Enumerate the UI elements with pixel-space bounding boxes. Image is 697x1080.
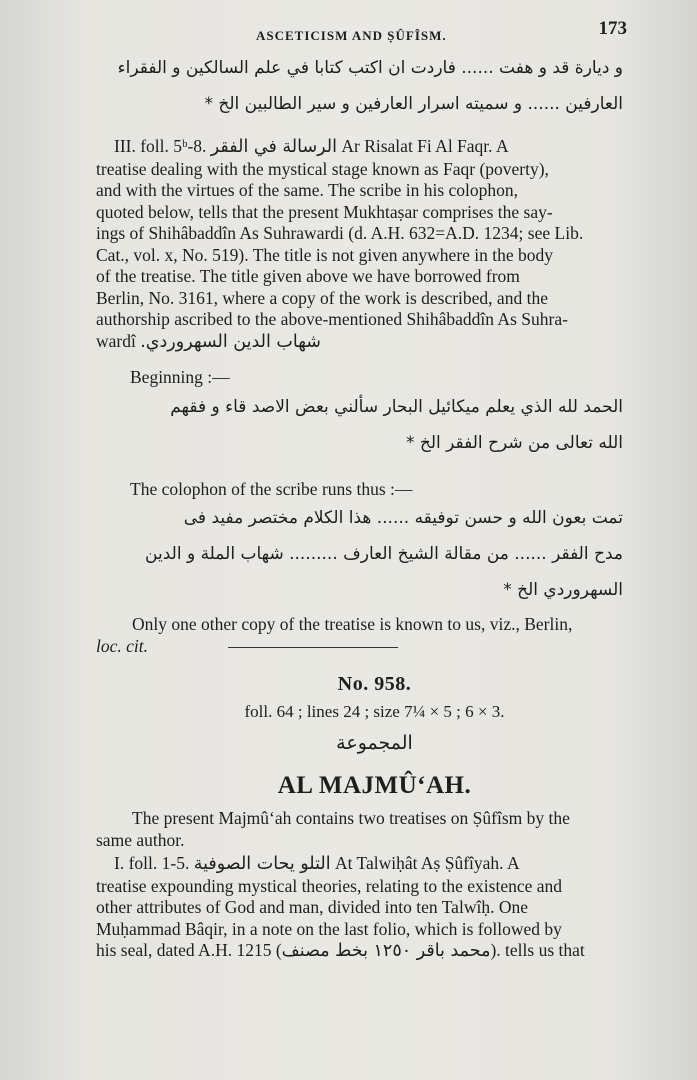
section-title-line: Ar Risalat Fi Al Faqr. A: [341, 136, 509, 156]
arabic-line: مدح الفقر ...... من مقالة الشيخ العارف ......... شهاب الملة و الدين: [145, 544, 623, 564]
body-line: Cat., vol. x, No. 519). The title is not given anywhere in the body: [96, 244, 554, 265]
beginning-arabic-block: [96, 389, 653, 461]
body-line: treatise expounding mystical theories, relating to the existence and: [96, 875, 563, 896]
section-three: [96, 136, 653, 353]
section-prefix: III. foll. 5ᵇ-8.: [114, 136, 207, 156]
body-line: Muḥammad Bâqir, in a note on the last folio, which is followed by: [96, 918, 562, 939]
arabic-name: شهاب الدين السهروردي.: [140, 331, 321, 352]
colophon-arabic-block: [96, 500, 653, 608]
section-arabic-title: التلو يحات الصوفية: [193, 854, 331, 874]
entry-meta: foll. 64 ; lines 24 ; size 7¼ × 5 ; 6 × 3.: [244, 702, 505, 721]
body-line: [96, 940, 653, 963]
arabic-line: الله تعالى من شرح الفقر الخ *: [405, 432, 623, 453]
section-divider: [228, 647, 398, 648]
loc-cit: loc. cit.: [96, 635, 148, 656]
body-line: of the treatise. The title given above we have borrowed from: [96, 266, 520, 286]
body-line: other attributes of God and man, divided into ten Talwîḥ. One: [96, 897, 528, 917]
body-line: and with the virtues of the same. The scribe in his colophon,: [96, 180, 519, 200]
body-line: ings of Shihâbaddîn As Suhrawardi (d. A.H. 632=A.D. 1234; see Lib.: [96, 223, 584, 243]
intro-arabic-block: [96, 50, 653, 122]
body-line: treatise dealing with the mystical stage known as Faqr (poverty),: [96, 158, 549, 179]
entry-title: AL MAJMÛ‘AH.: [277, 772, 472, 799]
latin-name: wardî: [96, 330, 136, 351]
seal-text-start: his seal, dated A.H. 1215 (: [96, 940, 282, 960]
body-line: [96, 331, 653, 354]
entry-description: [96, 808, 653, 851]
section-one-heading: [96, 853, 653, 876]
body-line: [96, 636, 653, 658]
body-line: same author.: [96, 829, 185, 850]
body-line: Berlin, No. 3161, where a copy of the work is described, and the: [96, 287, 548, 308]
page-number: 173: [598, 18, 627, 39]
arabic-line: العارفين ...... و سميته اسرار العارفين و سير الطالبين الخ *: [204, 94, 623, 114]
arabic-line: السهروردي الخ *: [503, 580, 623, 600]
section-one: [96, 853, 653, 963]
colophon-label: The colophon of the scribe runs thus :—: [130, 478, 413, 499]
body-line: authorship ascribed to the above-mentioned Shihâbaddîn As Suhra-: [96, 309, 568, 329]
beginning-label: Beginning :—: [130, 367, 230, 387]
section-three-heading: [96, 136, 653, 159]
entry-arabic-title: المجموعة: [336, 732, 413, 754]
seal-arabic: محمد باقر ١٢٥٠ بخط مصنف: [281, 941, 491, 961]
seal-text-end: ). tells us that: [490, 940, 585, 960]
body-line: Only one other copy of the treatise is known to us, viz., Berlin,: [132, 614, 573, 634]
arabic-line: الحمد لله الذي يعلم ميكائيل البحار سألني بعض الاصد قاء و فقهم: [170, 396, 623, 417]
body-line: The present Majmû‘ah contains two treatises on Ṣûfîsm by the: [132, 808, 570, 828]
page-header: [96, 14, 653, 44]
section-prefix: I. foll. 1-5.: [114, 853, 190, 873]
arabic-line: تمت بعون الله و حسن توفيقه ...... هذا الكلام مختصر مفيد فى: [183, 508, 623, 528]
entry-number: No. 958.: [337, 673, 412, 695]
other-copy-note: [96, 614, 653, 657]
section-arabic-title: الرسالة في الفقر: [210, 137, 337, 157]
section-title-line: At Talwiḥât Aṣ Ṣûfîyah. A: [334, 853, 520, 873]
body-line: quoted below, tells that the present Mukhtaṣar comprises the say-: [96, 201, 553, 222]
arabic-line: و ديارة قد و هفت ...... فاردت ان اكتب كتابا في علم السالكين و الفقراء: [117, 58, 623, 78]
running-head: ASCETICISM AND ṢÛFÎSM.: [256, 28, 447, 43]
